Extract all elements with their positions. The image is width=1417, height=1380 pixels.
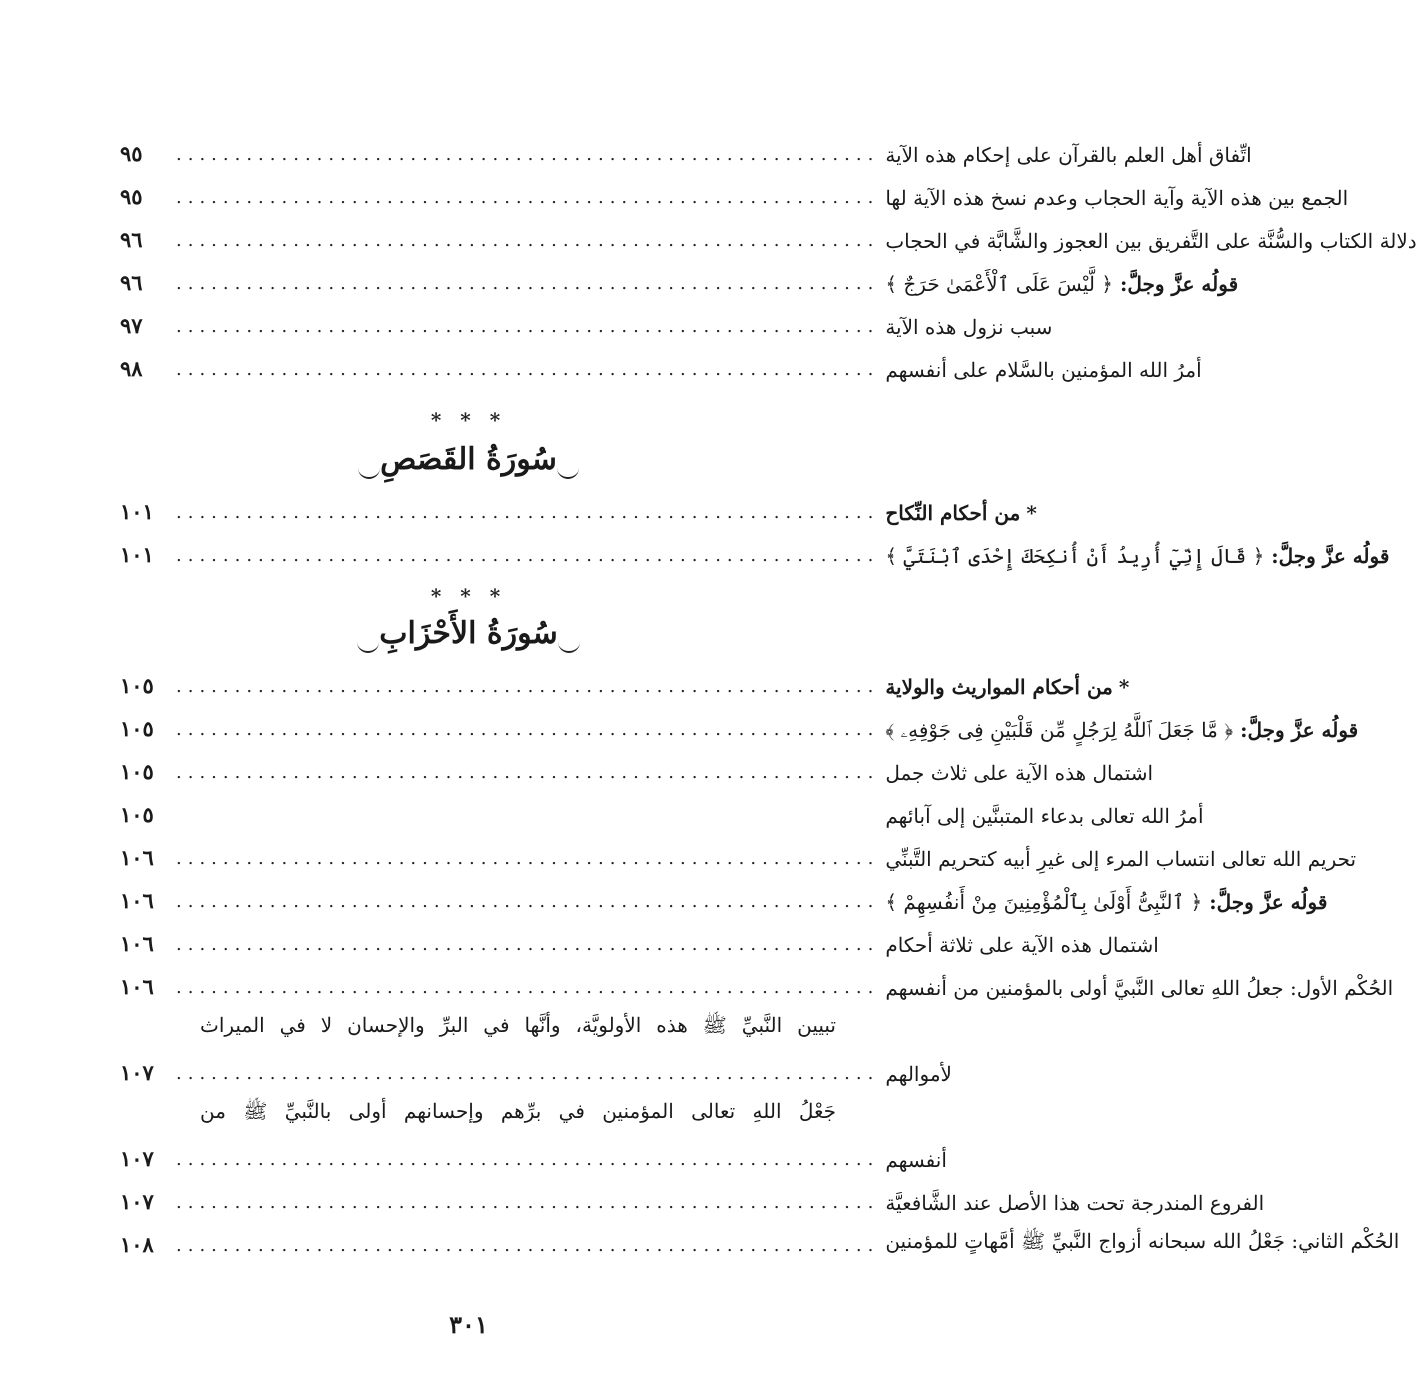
toc-entry[interactable] bbox=[120, 300, 1053, 343]
quran-quote: ﴿ قَالَ إِنِّيٓ أُرِيدُ أَنْ أُنكِحَكَ إِحْدَى ٱبْنَتَيَّ ﴾ bbox=[885, 544, 1265, 568]
leader-dots: ............................................................ bbox=[176, 359, 880, 380]
toc-entry-line[interactable]: جَعْلُ اللهِ تعالى المؤمنين في برِّهم وإحسانهم أولى بالنَّبيِّ ﷺ من bbox=[200, 1099, 836, 1123]
toc-entry[interactable] bbox=[120, 171, 1349, 214]
toc-page-number: ١٠٦ bbox=[120, 845, 154, 870]
toc-entry[interactable] bbox=[120, 529, 1390, 572]
toc-entry-title: أمرُ الله المؤمنين بالسَّلام على أنفسهم bbox=[885, 358, 1202, 382]
toc-page-number: ١٠٥ bbox=[120, 716, 154, 741]
toc-entry-title: الحُكْم الأول: جعلُ اللهِ تعالى النَّبيَّ أولى بالمؤمنين من أنفسهم bbox=[885, 976, 1394, 1000]
toc-page-number: ٩٥ bbox=[120, 184, 143, 209]
toc-entry-title: الجمع بين هذه الآية وآية الحجاب وعدم نسخ هذه الآية لها bbox=[885, 186, 1349, 210]
toc-entry-title bbox=[885, 501, 1037, 529]
toc-entry[interactable] bbox=[120, 875, 1328, 918]
toc-entry[interactable] bbox=[120, 660, 1130, 703]
toc-entry-title: اشتمال هذه الآية على ثلاث جمل bbox=[885, 761, 1154, 785]
leader-dots: ............................................................ bbox=[176, 1192, 880, 1213]
toc-entry-title bbox=[885, 890, 1327, 918]
toc-entry[interactable] bbox=[120, 918, 1159, 961]
entry-lead: قولُه عزَّ وجلَّ: bbox=[1240, 718, 1359, 742]
toc-entry-title: الفروع المندرجة تحت هذا الأصل عند الشَّافعيَّة bbox=[885, 1191, 1265, 1215]
toc-entry[interactable] bbox=[120, 486, 1037, 529]
toc-entry[interactable] bbox=[120, 343, 1202, 386]
leader-dots: ............................................................ bbox=[176, 273, 880, 294]
toc-page-number: ٩٨ bbox=[120, 356, 143, 381]
toc-page-number: ٩٦ bbox=[120, 270, 143, 295]
leader-dots: ............................................................ bbox=[176, 719, 880, 740]
toc-entry-title: تحريم الله تعالى انتساب المرء إلى غيرِ أبيه كتحريم التَّبنِّي bbox=[885, 847, 1357, 871]
toc-entry-title bbox=[885, 718, 1358, 746]
leader-dots: ............................................................ bbox=[176, 762, 880, 783]
surah-title: سُورَةُ القَصَصِ bbox=[358, 440, 579, 483]
page-number: ٣٠١ bbox=[449, 1310, 488, 1339]
toc-page-number: ١٠٥ bbox=[120, 802, 154, 827]
leader-dots: ............................................................ bbox=[176, 1063, 880, 1084]
toc-section-nur bbox=[120, 128, 1417, 386]
leader-dots: ............................................................ bbox=[176, 1149, 880, 1170]
toc-entry-title: دلالة الكتاب والسُّنَّة على التَّفريق بين العجوز والشَّابَّة في الحجاب bbox=[885, 229, 1417, 253]
toc-entry-title bbox=[885, 544, 1389, 572]
leader-dots: ............................................................ bbox=[176, 977, 880, 998]
toc-page-number: ١٠٨ bbox=[120, 1232, 154, 1257]
toc-entry-title: لأموالهم bbox=[885, 1062, 952, 1086]
leader-dots: ............................................................ bbox=[176, 230, 880, 251]
entry-text: من أحكام المواريث والولاية bbox=[885, 675, 1113, 699]
leader-dots: ............................................................ bbox=[176, 1235, 880, 1256]
quran-quote: ﴿ ٱلنَّبِىُّ أَوْلَىٰ بِٱلْمُؤْمِنِينَ مِنْ أَنفُسِهِمْ ﴾ bbox=[885, 890, 1203, 914]
toc-page-number: ٩٥ bbox=[120, 141, 143, 166]
leader-dots: ............................................................ bbox=[176, 144, 880, 165]
quran-quote: ﴿ مَّا جَعَلَ ٱللَّهُ لِرَجُلٍ مِّن قَلْبَيْنِ فِى جَوْفِهِۦ ﴾ bbox=[885, 718, 1234, 742]
entry-lead: قولُه عزَّ وجلَّ: bbox=[1209, 890, 1328, 914]
toc-page-number: ١٠٦ bbox=[120, 888, 154, 913]
toc-entry-line[interactable]: تبيين النَّبيِّ ﷺ هذه الأولويَّة، وأنَّها في البرِّ والإحسان لا في الميراث bbox=[200, 1013, 836, 1037]
star-marker: * bbox=[1026, 501, 1037, 525]
entry-text: من أحكام النِّكاح bbox=[885, 501, 1021, 525]
toc-entry[interactable] bbox=[120, 128, 1252, 171]
section-separator: * * * bbox=[430, 408, 507, 432]
leader-dots: ............................................................ bbox=[176, 545, 880, 566]
toc-page-number: ٩٧ bbox=[120, 313, 143, 338]
toc-entry[interactable] bbox=[120, 1047, 952, 1090]
toc-page-number: ١٠١ bbox=[120, 542, 154, 567]
star-marker: * bbox=[1118, 675, 1130, 699]
toc-entry-title bbox=[885, 675, 1129, 703]
toc-entry[interactable] bbox=[120, 746, 1154, 789]
toc-entry[interactable] bbox=[120, 789, 1204, 832]
toc-entry[interactable] bbox=[120, 961, 1394, 1004]
toc-page-number: ١٠٦ bbox=[120, 931, 154, 956]
toc-entry[interactable] bbox=[120, 257, 1239, 300]
leader-dots: ............................................................ bbox=[176, 187, 880, 208]
leader-dots: ............................................................ bbox=[176, 891, 880, 912]
toc-entry[interactable] bbox=[120, 214, 1417, 257]
quran-quote: ﴿ لَّيْسَ عَلَى ٱلْأَعْمَىٰ حَرَجٌ ﴾ bbox=[885, 272, 1113, 296]
toc-entry[interactable] bbox=[120, 703, 1359, 746]
leader-dots: ............................................................ bbox=[176, 676, 880, 697]
toc-entry-title bbox=[885, 272, 1238, 300]
toc-entry-title: أمرُ الله تعالى بدعاء المتبنَّين إلى آبائهم bbox=[885, 804, 1204, 828]
leader-dots: ............................................................ bbox=[176, 316, 880, 337]
toc-entry-title: أنفسهم bbox=[885, 1148, 947, 1172]
toc-entry-title: الحُكْم الثاني: جَعْلُ الله سبحانه أزواج النَّبيِّ ﷺ أمَّهاتٍ للمؤمنين bbox=[885, 1229, 1400, 1253]
toc-entry[interactable] bbox=[120, 1176, 1265, 1219]
leader-dots: ............................................................ bbox=[176, 848, 880, 869]
surah-title: سُورَةُ الأَحْزَابِ bbox=[357, 614, 579, 657]
surah-heading-ahzab bbox=[0, 614, 937, 657]
toc-page-number: ٩٦ bbox=[120, 227, 143, 252]
toc-page-number: ١٠٧ bbox=[120, 1060, 154, 1085]
entry-lead: قولُه عزَّ وجلَّ: bbox=[1271, 544, 1390, 568]
toc-entry-title: اتِّفاق أهل العلم بالقرآن على إحكام هذه الآية bbox=[885, 143, 1252, 167]
toc-page-number: ١٠٧ bbox=[120, 1189, 154, 1214]
toc-page-number: ١٠٧ bbox=[120, 1146, 154, 1171]
toc-page-number: ١٠١ bbox=[120, 499, 154, 524]
toc-page-number: ١٠٦ bbox=[120, 974, 154, 999]
toc-section-qasas bbox=[120, 486, 1390, 572]
toc-entry-title: اشتمال هذه الآية على ثلاثة أحكام bbox=[885, 933, 1159, 957]
toc-page-number: ١٠٥ bbox=[120, 673, 154, 698]
toc-section-ahzab bbox=[120, 660, 1400, 1262]
toc-page-number: ١٠٥ bbox=[120, 759, 154, 784]
toc-entry[interactable] bbox=[120, 1133, 947, 1176]
leader-dots: ............................................................ bbox=[176, 934, 880, 955]
leader-dots: ............................................................ bbox=[176, 502, 880, 523]
toc-entry-title: سبب نزول هذه الآية bbox=[885, 315, 1053, 339]
toc-entry[interactable] bbox=[120, 1219, 1400, 1262]
section-separator: * * * bbox=[430, 584, 507, 608]
entry-lead: قولُه عزَّ وجلَّ: bbox=[1119, 272, 1239, 296]
surah-heading-qasas bbox=[0, 440, 937, 483]
toc-entry[interactable] bbox=[120, 832, 1357, 875]
